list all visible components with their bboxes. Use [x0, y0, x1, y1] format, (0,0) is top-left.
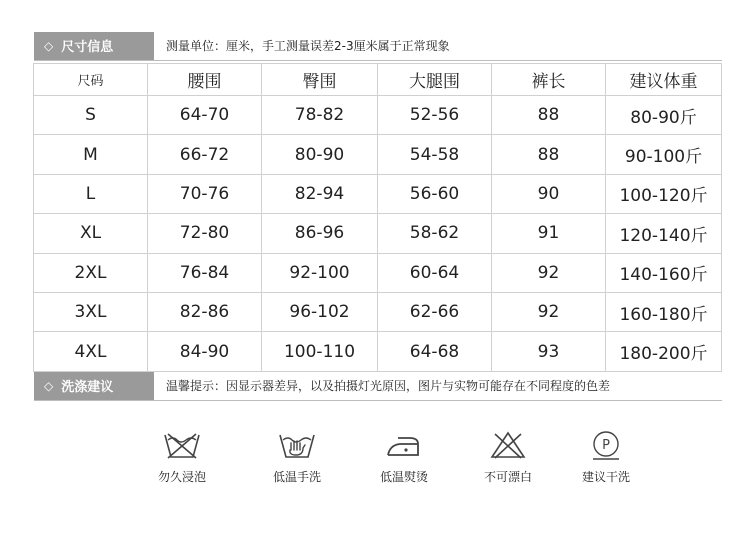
cell-weight: 160-180斤 — [606, 292, 722, 331]
care-label: 低温手洗 — [272, 470, 321, 484]
cell-size: M — [34, 135, 148, 174]
cell-size: 3XL — [34, 292, 148, 331]
header-thigh: 大腿围 — [378, 64, 492, 96]
cell-waist: 70-76 — [148, 174, 262, 213]
cell-length: 92 — [492, 253, 606, 292]
cell-weight: 180-200斤 — [606, 332, 722, 371]
cell-thigh: 62-66 — [378, 292, 492, 331]
care-label: 低温熨烫 — [379, 470, 428, 484]
cell-size: L — [34, 174, 148, 213]
care-item-no-bleach — [453, 430, 563, 485]
diamond-icon: ◇ — [44, 378, 54, 393]
care-label: 建议干洗 — [581, 470, 630, 484]
care-instructions — [0, 430, 750, 500]
dry-clean-symbol: P — [602, 438, 610, 453]
cell-length: 88 — [492, 135, 606, 174]
wash-advice-header — [34, 371, 722, 401]
table-row — [34, 135, 722, 174]
table-row — [34, 214, 722, 253]
wash-advice-tag — [34, 372, 154, 400]
cell-hip: 96-102 — [262, 292, 378, 331]
cell-hip: 82-94 — [262, 174, 378, 213]
table-row — [34, 292, 722, 331]
header-size: 尺码 — [34, 64, 148, 96]
measurement-note: 测量单位：厘米，手工测量误差2-3厘米属于正常现象 — [166, 39, 450, 53]
dry-clean-icon — [586, 430, 626, 460]
cell-thigh: 52-56 — [378, 96, 492, 135]
cell-length: 92 — [492, 292, 606, 331]
cell-size: 2XL — [34, 253, 148, 292]
size-info-tag — [34, 32, 154, 60]
care-item-dry-clean — [551, 430, 661, 485]
cell-waist: 64-70 — [148, 96, 262, 135]
table-header-row — [34, 64, 722, 96]
cell-size: S — [34, 96, 148, 135]
cell-length: 91 — [492, 214, 606, 253]
no-soak-icon — [162, 430, 202, 460]
cell-waist: 72-80 — [148, 214, 262, 253]
cell-hip: 100-110 — [262, 332, 378, 371]
table-row — [34, 174, 722, 213]
care-label: 不可漂白 — [483, 470, 532, 484]
cell-waist: 82-86 — [148, 292, 262, 331]
cell-hip: 80-90 — [262, 135, 378, 174]
cell-length: 90 — [492, 174, 606, 213]
cell-size: XL — [34, 214, 148, 253]
wash-advice-title: 洗涤建议 — [61, 380, 114, 395]
size-info-header — [34, 31, 722, 61]
cell-hip: 78-82 — [262, 96, 378, 135]
header-waist: 腰围 — [148, 64, 262, 96]
header-weight: 建议体重 — [606, 64, 722, 96]
color-difference-note: 温馨提示：因显示器差异，以及拍摄灯光原因，图片与实物可能存在不同程度的色差 — [166, 379, 611, 393]
care-label: 勿久浸泡 — [157, 470, 206, 484]
care-item-no-soak — [127, 430, 237, 485]
diamond-icon: ◇ — [44, 38, 54, 53]
table-row — [34, 332, 722, 371]
cell-weight: 120-140斤 — [606, 214, 722, 253]
care-item-hand-wash — [242, 430, 352, 485]
cell-weight: 100-120斤 — [606, 174, 722, 213]
table-row — [34, 253, 722, 292]
cell-hip: 92-100 — [262, 253, 378, 292]
cell-weight: 90-100斤 — [606, 135, 722, 174]
cell-waist: 84-90 — [148, 332, 262, 371]
cell-thigh: 54-58 — [378, 135, 492, 174]
cell-waist: 76-84 — [148, 253, 262, 292]
cell-length: 88 — [492, 96, 606, 135]
no-bleach-icon — [488, 430, 528, 460]
size-table — [33, 63, 722, 372]
cell-weight: 80-90斤 — [606, 96, 722, 135]
header-hip: 臀围 — [262, 64, 378, 96]
cell-weight: 140-160斤 — [606, 253, 722, 292]
header-length: 裤长 — [492, 64, 606, 96]
cell-length: 93 — [492, 332, 606, 371]
hand-wash-icon — [277, 430, 317, 460]
cell-size: 4XL — [34, 332, 148, 371]
cell-hip: 86-96 — [262, 214, 378, 253]
size-info-title: 尺寸信息 — [61, 40, 114, 55]
cell-thigh: 60-64 — [378, 253, 492, 292]
care-item-low-iron — [349, 430, 459, 485]
cell-thigh: 64-68 — [378, 332, 492, 371]
low-iron-icon — [384, 430, 424, 460]
cell-waist: 66-72 — [148, 135, 262, 174]
cell-thigh: 56-60 — [378, 174, 492, 213]
table-row — [34, 96, 722, 135]
cell-thigh: 58-62 — [378, 214, 492, 253]
